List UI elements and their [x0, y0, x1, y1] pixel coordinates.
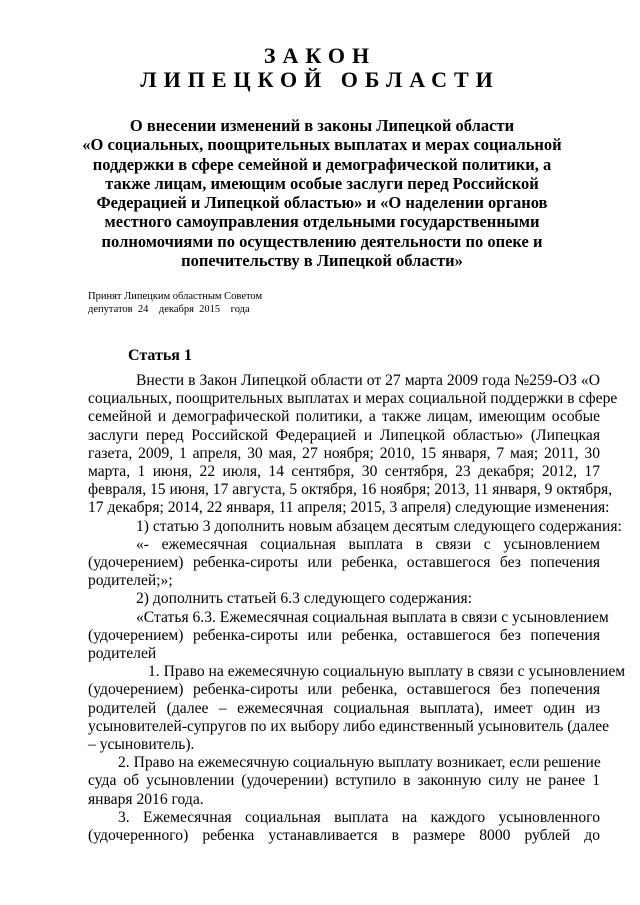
body-line: 1. Право на ежемесячную социальную выплату в связи с усыновлением — [148, 663, 626, 681]
body-line: социальных, поощрительных выплатах и мерах социальной поддержки в сфере — [88, 390, 618, 408]
body-line: «Статья 6.3. Ежемесячная социальная выплата в связи с усыновлением — [136, 608, 609, 626]
article-heading: Статья 1 — [128, 347, 192, 364]
body-line: заслуги перед Российской Федерацией и Липецкой областью» (Липецкая — [88, 426, 600, 444]
adoption-line: депутатов 24 декабря 2015 года — [88, 304, 250, 315]
body-line: 3. Ежемесячная социальная выплата на каждого усыновленного — [118, 808, 600, 826]
subtitle-line: попечительству в Липецкой области» — [181, 251, 463, 271]
body-line: (удочерением) ребенка-сироты или ребенка, оставшегося без попечения — [88, 554, 600, 572]
article-body — [88, 372, 626, 845]
law-region-title: ЛИПЕЦКОЙ ОБЛАСТИ — [140, 67, 500, 92]
body-line: (удочерением) ребенка-сироты или ребенка, оставшегося без попечения — [88, 626, 600, 644]
subtitle-line: поддержки в сфере семейной и демографической политики, а — [92, 154, 552, 174]
adoption-note — [88, 290, 262, 316]
body-line: «- ежемесячная социальная выплата в связи с усыновлением — [136, 535, 600, 553]
law-title: ЗАКОН — [263, 43, 377, 68]
subtitle-line: Федерацией и Липецкой областью» и «О наделении органов — [96, 193, 548, 213]
subtitle-line: «О социальных, поощрительных выплатах и мерах социальной — [82, 135, 562, 155]
body-line: 2. Право на ежемесячную социальную выплату возникает, если решение — [118, 754, 601, 772]
body-line: 2) дополнить статьей 6.3 следующего содержания: — [136, 590, 473, 608]
law-subtitle — [82, 116, 562, 270]
adoption-line: Принят Липецким областным Советом — [88, 291, 263, 302]
body-line: – усыновитель). — [88, 736, 195, 754]
subtitle-line: полномочиями по осуществлению деятельности по опеке и — [101, 231, 543, 251]
body-line: (удочеренного) ребенка устанавливается в размере 8000 рублей до — [88, 827, 600, 845]
body-line: Внести в Закон Липецкой области от 27 марта 2009 года №259-ОЗ «О — [136, 372, 600, 389]
body-line: газета, 2009, 1 апреля, 30 мая, 27 ноября; 2010, 15 января, 7 мая; 2011, 30 — [88, 444, 600, 462]
body-line: марта, 1 июня, 22 июля, 14 сентября, 30 сентября, 23 декабря; 2012, 17 — [88, 463, 600, 481]
body-line: февраля, 15 июня, 17 августа, 5 октября, 16 ноября; 2013, 11 января, 9 октября, — [88, 481, 613, 499]
subtitle-line: местного самоуправления отдельными государственными — [104, 212, 540, 232]
body-line: родителей (далее – ежемесячная социальная выплата), имеет один из — [88, 699, 600, 717]
body-line: суда об усыновлении (удочерении) вступило в законную силу не ранее 1 — [88, 772, 600, 790]
body-line: (удочерением) ребенка-сироты или ребенка, оставшегося без попечения — [88, 681, 600, 699]
body-line: родителей — [88, 645, 157, 663]
body-line: января 2016 года. — [88, 790, 204, 808]
body-line: 1) статью 3 дополнить новым абзацем десятым следующего содержания: — [136, 517, 622, 535]
body-line: усыновителей-супругов по их выбору либо единственный усыновитель (далее — [88, 717, 610, 735]
subtitle-line: также лицам, имеющим особые заслуги перед Российской — [105, 173, 539, 193]
body-line: родителей;»; — [88, 572, 173, 590]
subtitle-line: О внесении изменений в законы Липецкой области — [129, 116, 515, 135]
body-line: 17 декабря; 2014, 22 января, 11 апреля; 2015, 3 апреля) следующие изменения: — [88, 499, 610, 517]
body-line: семейной и демографической политики, а также лицам, имеющим особые — [88, 408, 600, 426]
